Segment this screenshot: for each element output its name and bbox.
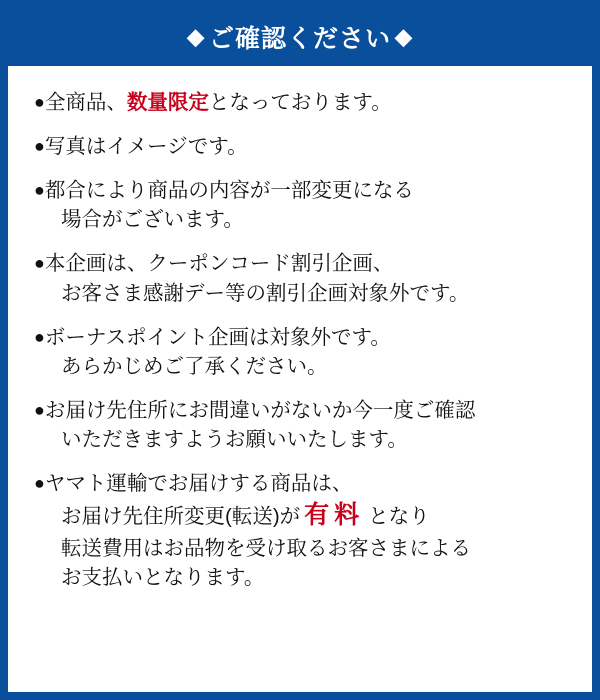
- notice-line: [34, 425, 566, 454]
- notice-list: [8, 66, 592, 592]
- notice-line: [34, 323, 566, 352]
- bullet-icon: ●: [34, 180, 45, 201]
- notice-line: [34, 396, 566, 425]
- notice-line: [34, 176, 566, 205]
- bullet-icon: ●: [34, 92, 45, 112]
- notice-text: 写真はイメージです。: [44, 135, 248, 159]
- notice-line: [34, 132, 566, 161]
- notice-text: 都合により商品の内容が一部変更になる: [44, 179, 414, 203]
- notice-line: [34, 498, 566, 534]
- notice-line: [34, 88, 566, 117]
- bullet-icon: ●: [34, 253, 45, 274]
- list-item: [34, 396, 566, 454]
- notice-text: お客さま感謝デー等の割引企画対象外です。: [61, 281, 470, 305]
- notice-text: お届け先住所変更(転送)が: [61, 505, 301, 529]
- notice-line: [34, 563, 566, 592]
- notice-line: [34, 279, 566, 308]
- notice-text: いただきますようお願いいたします。: [61, 427, 408, 451]
- notice-text: 全商品、: [44, 91, 127, 114]
- list-item: [34, 469, 566, 592]
- diamond-left-icon: ◆: [187, 24, 205, 49]
- bullet-icon: ●: [34, 326, 45, 347]
- emphasis-text-large: 有料: [304, 501, 365, 530]
- notice-text: 場合がございます。: [61, 208, 244, 232]
- list-item: [34, 249, 566, 307]
- notice-text: あらかじめご了承ください。: [61, 354, 328, 378]
- notice-line: [34, 249, 566, 278]
- bullet-icon: ●: [34, 473, 45, 494]
- notice-text: お支払いとなります。: [61, 565, 265, 589]
- list-item: [34, 88, 566, 117]
- bullet-icon: ●: [34, 136, 45, 157]
- list-item: [34, 323, 566, 381]
- notice-line: [34, 534, 566, 563]
- notice-text: となっております。: [208, 91, 392, 114]
- diamond-right-icon: ◆: [395, 24, 413, 49]
- notice-line: [34, 469, 566, 498]
- notice-text: お届け先住所にお間違いがないか今一度ご確認: [44, 398, 476, 422]
- page-title: ご確認ください: [208, 25, 391, 53]
- notice-line: [34, 205, 566, 234]
- notice-text: ヤマト運輸でお届けする商品は、: [44, 472, 353, 496]
- list-item: [34, 132, 566, 161]
- bullet-icon: ●: [34, 399, 45, 420]
- notice-header: [8, 8, 592, 66]
- notice-text: となり: [368, 505, 430, 529]
- notice-text: ボーナスポイント企画は対象外です。: [44, 325, 391, 349]
- notice-text: 本企画は、クーポンコード割引企画、: [44, 252, 394, 276]
- notice-line: [34, 352, 566, 381]
- list-item: [34, 176, 566, 234]
- notice-text: 転送費用はお品物を受け取るお客さまによる: [61, 536, 471, 560]
- emphasis-text: 数量限定: [126, 91, 209, 114]
